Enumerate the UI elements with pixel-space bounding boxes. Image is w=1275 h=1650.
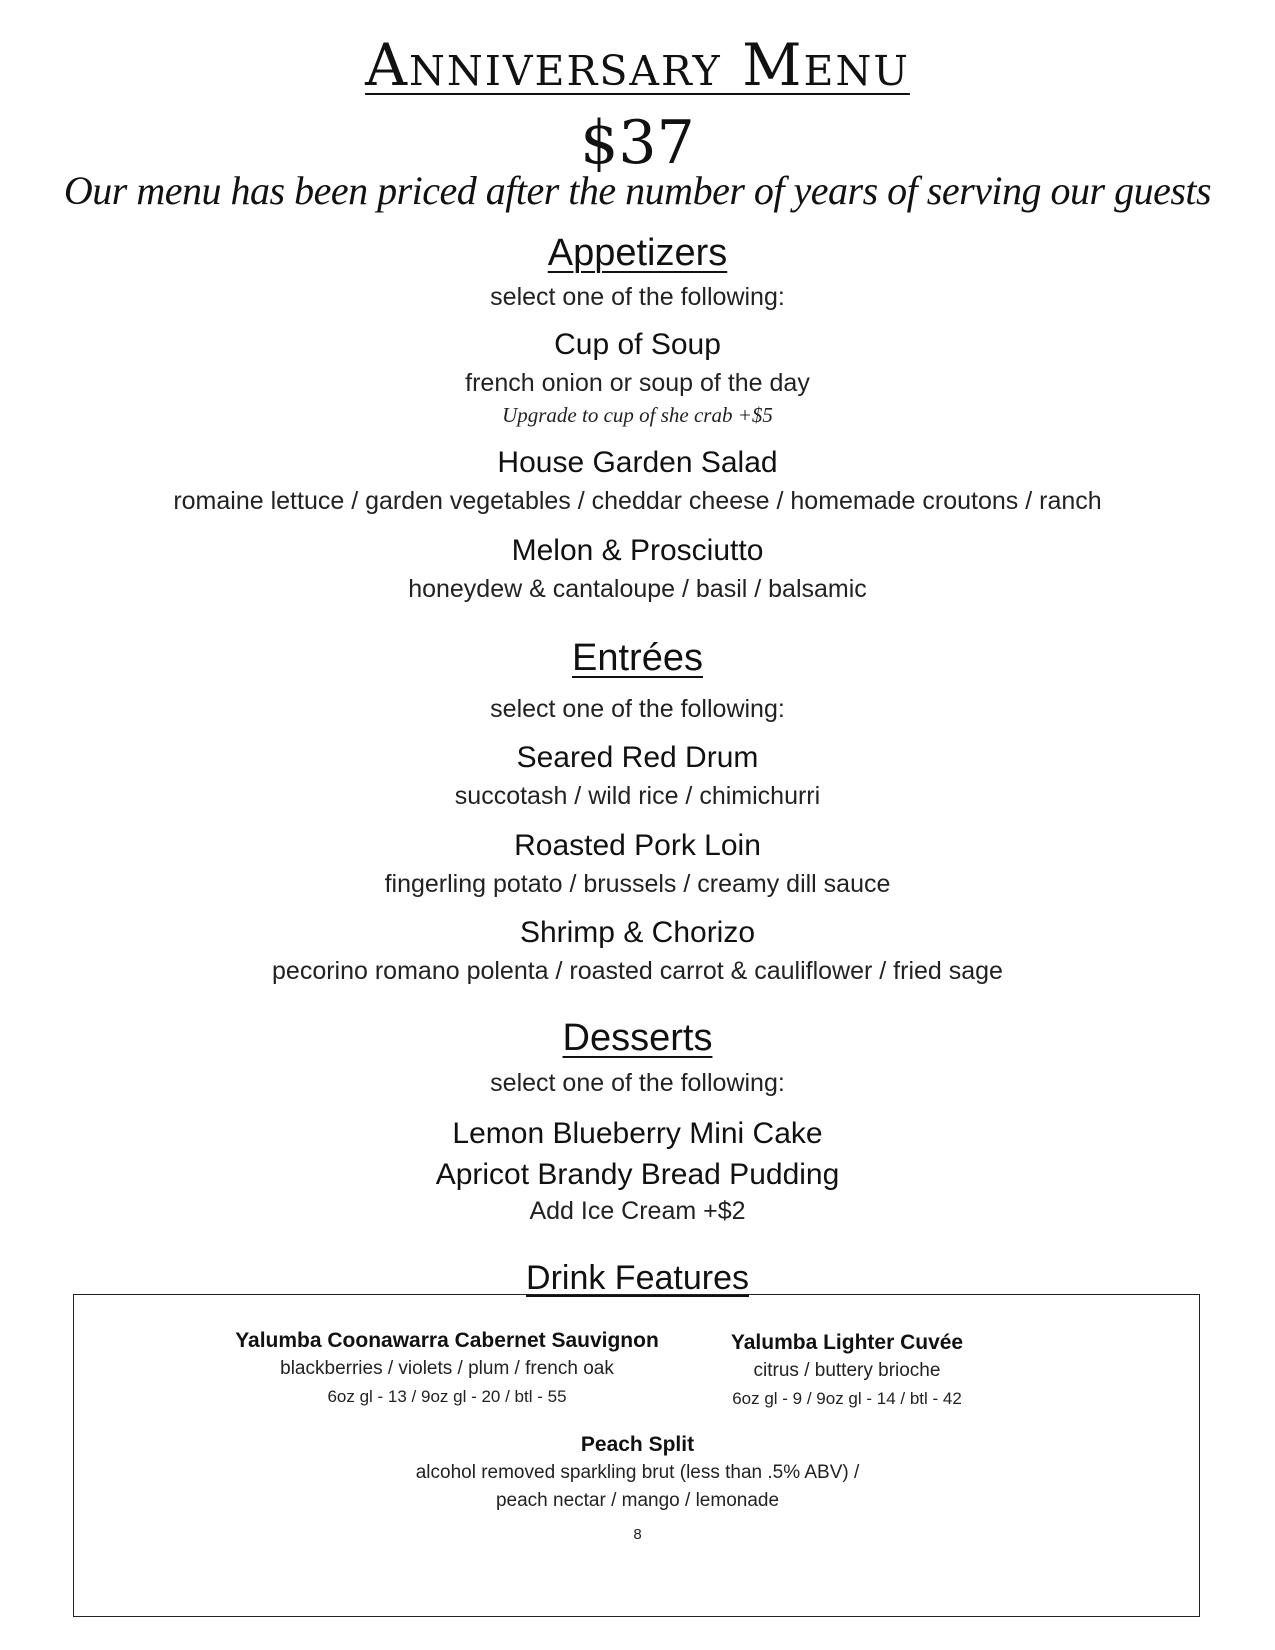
- appetizers-instruction: select one of the following:: [490, 283, 785, 311]
- appetizer-desc: french onion or soup of the day: [465, 369, 810, 397]
- menu-title: Anniversary Menu: [365, 31, 910, 99]
- drink-name: Yalumba Coonawarra Cabernet Sauvignon: [235, 1329, 659, 1352]
- menu-tagline: Our menu has been priced after the number of years of serving our guests: [63, 168, 1212, 213]
- drink-price: 6oz gl - 13 / 9oz gl - 20 / btl - 55: [327, 1387, 567, 1406]
- drink-item-peach-split: [0, 1431, 1275, 1515]
- drink-name: Peach Split: [580, 1433, 695, 1456]
- appetizer-upgrade-note: Upgrade to cup of she crab +$5: [502, 403, 773, 427]
- dessert-addon: Add Ice Cream +$2: [529, 1197, 746, 1225]
- appetizer-desc: honeydew & cantaloupe / basil / balsamic: [408, 575, 867, 603]
- drink-price: 6oz gl - 9 / 9oz gl - 14 / btl - 42: [732, 1389, 962, 1408]
- drink-desc: alcohol removed sparkling brut (less than .5% ABV) /: [415, 1462, 860, 1483]
- desserts-heading: Desserts: [562, 1017, 713, 1059]
- entree-desc: fingerling potato / brussels / creamy dill sauce: [384, 870, 891, 898]
- entrees-heading: Entrées: [572, 637, 703, 679]
- drinks-heading: Drink Features: [526, 1259, 749, 1297]
- dessert-name: Apricot Brandy Bread Pudding: [435, 1158, 840, 1191]
- entree-desc: pecorino romano polenta / roasted carrot & cauliflower / fried sage: [272, 957, 1003, 985]
- appetizer-name: Melon & Prosciutto: [511, 534, 764, 567]
- drink-desc: citrus / buttery brioche: [753, 1360, 941, 1381]
- appetizers-heading: Appetizers: [547, 232, 728, 274]
- entree-desc: succotash / wild rice / chimichurri: [454, 782, 821, 810]
- drink-desc-line2: peach nectar / mango / lemonade: [495, 1490, 780, 1511]
- entree-name: Roasted Pork Loin: [514, 829, 761, 862]
- desserts-instruction: select one of the following:: [490, 1069, 785, 1097]
- entree-name: Seared Red Drum: [516, 741, 759, 774]
- appetizer-name: House Garden Salad: [497, 446, 778, 479]
- drink-item-cabernet: [227, 1327, 667, 1411]
- entree-name: Shrimp & Chorizo: [519, 916, 756, 949]
- page-number: 8: [633, 1526, 642, 1543]
- entrees-instruction: select one of the following:: [490, 695, 785, 723]
- drink-desc: blackberries / violets / plum / french oak: [280, 1358, 614, 1379]
- drink-name: Yalumba Lighter Cuvée: [730, 1331, 964, 1354]
- appetizer-name: Cup of Soup: [554, 328, 721, 361]
- drink-item-cuvee: [667, 1329, 1027, 1413]
- dessert-name: Lemon Blueberry Mini Cake: [452, 1117, 823, 1150]
- appetizer-desc: romaine lettuce / garden vegetables / cheddar cheese / homemade croutons / ranch: [173, 487, 1102, 515]
- menu-price: $37: [580, 108, 695, 178]
